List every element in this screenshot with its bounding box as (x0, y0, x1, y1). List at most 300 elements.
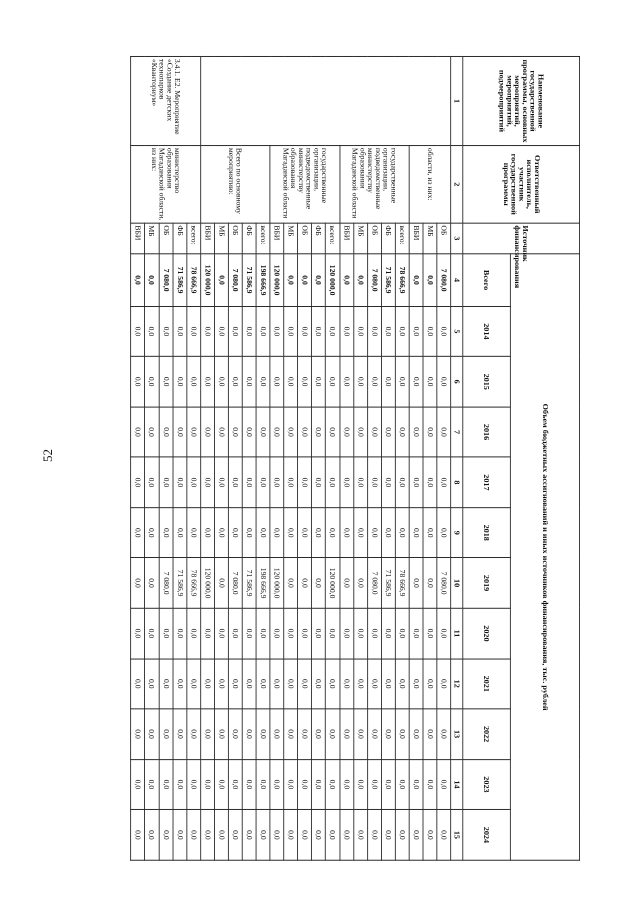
year-value-cell: 0,0 (200, 608, 214, 658)
year-value-cell: 0,0 (187, 810, 201, 861)
year-value-cell: 0,0 (367, 306, 381, 356)
source-cell: МБ (423, 223, 437, 254)
year-value-cell: 0,0 (437, 357, 451, 407)
year-value-cell: 0,0 (340, 608, 354, 658)
col-number: 10 (451, 558, 463, 608)
year-value-cell: 0,0 (409, 558, 423, 608)
year-value-cell: 0,0 (395, 357, 409, 407)
year-value-cell: 0,0 (159, 810, 173, 861)
year-value-cell: 0,0 (228, 357, 242, 407)
year-value-cell: 0,0 (312, 457, 326, 507)
year-value-cell: 0,0 (326, 608, 340, 658)
executor-cell: области, из них: (409, 146, 451, 223)
year-value-cell: 0,0 (298, 508, 312, 558)
year-value-cell: 0,0 (381, 709, 395, 759)
year-value-cell: 0,0 (381, 759, 395, 809)
year-value-cell: 0,0 (187, 709, 201, 759)
year-value-cell: 0,0 (312, 508, 326, 558)
year-value-cell: 0,0 (214, 357, 228, 407)
year-value-cell: 0,0 (270, 407, 284, 457)
year-value-cell: 0,0 (353, 407, 367, 457)
header-year: 2018 (463, 508, 510, 558)
source-cell: всего: (187, 223, 201, 254)
year-value-cell: 0,0 (159, 608, 173, 658)
year-value-cell: 0,0 (131, 659, 145, 709)
year-value-cell: 0,0 (367, 508, 381, 558)
year-value-cell: 0,0 (353, 457, 367, 507)
year-value-cell: 0,0 (284, 407, 298, 457)
source-cell: ФБ (173, 223, 187, 254)
total-cell: 0,0 (312, 254, 326, 306)
year-value-cell: 0,0 (200, 709, 214, 759)
year-value-cell: 78 666,9 (395, 558, 409, 608)
year-value-cell: 0,0 (242, 709, 256, 759)
year-value-cell: 0,0 (131, 457, 145, 507)
year-value-cell: 0,0 (353, 357, 367, 407)
year-value-cell: 0,0 (270, 608, 284, 658)
year-value-cell: 0,0 (437, 659, 451, 709)
source-cell: ОБ (367, 223, 381, 254)
year-value-cell: 0,0 (298, 659, 312, 709)
year-value-cell: 0,0 (312, 810, 326, 861)
year-value-cell: 0,0 (395, 407, 409, 457)
year-value-cell: 0,0 (353, 759, 367, 809)
year-value-cell: 0,0 (159, 407, 173, 457)
year-value-cell: 0,0 (409, 608, 423, 658)
year-value-cell: 0,0 (284, 306, 298, 356)
year-value-cell: 0,0 (200, 508, 214, 558)
year-value-cell: 0,0 (200, 810, 214, 861)
year-value-cell: 0,0 (353, 709, 367, 759)
col-number: 6 (451, 357, 463, 407)
year-value-cell: 0,0 (187, 357, 201, 407)
year-value-cell: 0,0 (131, 810, 145, 861)
year-value-cell: 0,0 (284, 608, 298, 658)
year-value-cell: 0,0 (131, 407, 145, 457)
year-value-cell: 0,0 (381, 357, 395, 407)
total-cell: 78 666,9 (395, 254, 409, 306)
year-value-cell: 0,0 (270, 759, 284, 809)
year-value-cell: 0,0 (242, 659, 256, 709)
source-cell: ФБ (381, 223, 395, 254)
year-value-cell: 0,0 (200, 759, 214, 809)
year-value-cell: 0,0 (353, 306, 367, 356)
year-value-cell: 0,0 (381, 810, 395, 861)
source-cell: МБ (145, 223, 159, 254)
year-value-cell: 0,0 (242, 357, 256, 407)
year-value-cell: 0,0 (437, 306, 451, 356)
col-number: 9 (451, 508, 463, 558)
year-value-cell: 0,0 (340, 558, 354, 608)
year-value-cell: 0,0 (298, 709, 312, 759)
table-row (395, 56, 409, 860)
header-year: 2017 (463, 457, 510, 507)
year-value-cell: 0,0 (326, 759, 340, 809)
financing-table-wrapper (130, 56, 580, 861)
year-value-cell: 0,0 (228, 306, 242, 356)
year-value-cell: 0,0 (395, 457, 409, 507)
year-value-cell: 71 586,9 (173, 558, 187, 608)
year-value-cell: 0,0 (173, 810, 187, 861)
year-value-cell: 0,0 (200, 659, 214, 709)
year-value-cell: 0,0 (437, 407, 451, 457)
year-value-cell: 0,0 (298, 558, 312, 608)
year-value-cell: 0,0 (214, 659, 228, 709)
year-value-cell: 0,0 (173, 659, 187, 709)
total-cell: 0,0 (214, 254, 228, 306)
total-cell: 120 000,0 (270, 254, 284, 306)
year-value-cell: 0,0 (256, 357, 270, 407)
year-value-cell: 0,0 (173, 407, 187, 457)
year-value-cell: 0,0 (409, 306, 423, 356)
source-cell: ВБИ (200, 223, 214, 254)
header-year: 2021 (463, 659, 510, 709)
year-value-cell: 0,0 (367, 810, 381, 861)
year-value-cell: 0,0 (131, 508, 145, 558)
year-value-cell: 0,0 (270, 508, 284, 558)
year-value-cell: 0,0 (284, 709, 298, 759)
year-value-cell: 0,0 (214, 306, 228, 356)
year-value-cell: 0,0 (187, 508, 201, 558)
year-value-cell: 0,0 (340, 457, 354, 507)
header-year: 2016 (463, 407, 510, 457)
year-value-cell: 0,0 (228, 759, 242, 809)
page-number: 52 (40, 449, 55, 462)
year-value-cell: 0,0 (326, 407, 340, 457)
year-value-cell: 0,0 (353, 608, 367, 658)
financing-table (130, 56, 580, 861)
year-value-cell: 0,0 (284, 357, 298, 407)
year-value-cell: 0,0 (367, 659, 381, 709)
year-value-cell: 0,0 (284, 759, 298, 809)
year-value-cell: 0,0 (326, 457, 340, 507)
year-value-cell: 0,0 (284, 659, 298, 709)
year-value-cell: 0,0 (437, 810, 451, 861)
year-value-cell: 0,0 (256, 306, 270, 356)
program-name-cell (200, 56, 450, 145)
year-value-cell: 0,0 (284, 508, 298, 558)
year-value-cell: 0,0 (437, 709, 451, 759)
source-cell: всего: (326, 223, 340, 254)
year-value-cell: 0,0 (145, 759, 159, 809)
year-value-cell: 0,0 (145, 810, 159, 861)
year-value-cell: 0,0 (214, 810, 228, 861)
year-value-cell: 0,0 (145, 508, 159, 558)
year-value-cell: 0,0 (270, 709, 284, 759)
year-value-cell: 0,0 (159, 759, 173, 809)
source-cell: ФБ (312, 223, 326, 254)
total-cell: 7 080,0 (228, 254, 242, 306)
year-value-cell: 198 666,9 (256, 558, 270, 608)
header-volume: Объем бюджетных ассигнований и иных источников финансирования, тыс. рублей (510, 254, 580, 860)
year-value-cell: 0,0 (395, 508, 409, 558)
year-value-cell: 0,0 (200, 457, 214, 507)
year-value-cell: 0,0 (423, 608, 437, 658)
year-value-cell: 0,0 (353, 810, 367, 861)
year-value-cell: 0,0 (214, 608, 228, 658)
year-value-cell: 7 080,0 (437, 558, 451, 608)
year-value-cell: 0,0 (381, 407, 395, 457)
year-value-cell: 0,0 (353, 508, 367, 558)
year-value-cell: 0,0 (395, 659, 409, 709)
year-value-cell: 0,0 (187, 659, 201, 709)
year-value-cell: 0,0 (437, 608, 451, 658)
year-value-cell: 0,0 (423, 709, 437, 759)
year-value-cell: 0,0 (340, 357, 354, 407)
year-value-cell: 0,0 (159, 508, 173, 558)
year-value-cell: 0,0 (131, 759, 145, 809)
year-value-cell: 0,0 (326, 810, 340, 861)
year-value-cell: 0,0 (159, 357, 173, 407)
year-value-cell: 0,0 (312, 558, 326, 608)
year-value-cell: 0,0 (367, 457, 381, 507)
year-value-cell: 0,0 (409, 709, 423, 759)
year-value-cell: 0,0 (423, 357, 437, 407)
year-value-cell: 0,0 (298, 608, 312, 658)
year-value-cell: 0,0 (312, 306, 326, 356)
year-value-cell: 0,0 (228, 457, 242, 507)
year-value-cell: 0,0 (326, 709, 340, 759)
year-value-cell: 0,0 (270, 810, 284, 861)
year-value-cell: 0,0 (200, 306, 214, 356)
year-value-cell: 0,0 (340, 709, 354, 759)
year-value-cell: 0,0 (395, 759, 409, 809)
year-value-cell: 0,0 (298, 357, 312, 407)
source-cell: ВБИ (270, 223, 284, 254)
year-value-cell: 0,0 (326, 508, 340, 558)
year-value-cell: 0,0 (340, 759, 354, 809)
year-value-cell: 78 666,9 (187, 558, 201, 608)
year-value-cell: 0,0 (256, 659, 270, 709)
source-cell: ВБИ (340, 223, 354, 254)
source-cell: МБ (214, 223, 228, 254)
year-value-cell: 0,0 (131, 558, 145, 608)
header-year: 2020 (463, 608, 510, 658)
year-value-cell: 0,0 (214, 457, 228, 507)
total-cell: 0,0 (145, 254, 159, 306)
year-value-cell: 0,0 (353, 659, 367, 709)
total-cell: 71 586,9 (173, 254, 187, 306)
year-value-cell: 0,0 (242, 608, 256, 658)
year-value-cell: 0,0 (159, 457, 173, 507)
year-value-cell: 0,0 (353, 558, 367, 608)
year-value-cell: 0,0 (270, 306, 284, 356)
year-value-cell: 0,0 (187, 608, 201, 658)
total-cell: 78 666,9 (187, 254, 201, 306)
year-value-cell: 0,0 (409, 759, 423, 809)
year-value-cell: 0,0 (214, 508, 228, 558)
year-value-cell: 0,0 (270, 357, 284, 407)
year-value-cell: 0,0 (367, 357, 381, 407)
year-value-cell: 0,0 (242, 407, 256, 457)
col-number: 4 (451, 254, 463, 306)
year-value-cell: 0,0 (228, 608, 242, 658)
col-number: 7 (451, 407, 463, 457)
year-value-cell: 0,0 (367, 759, 381, 809)
source-cell: всего: (256, 223, 270, 254)
header-year: 2014 (463, 306, 510, 356)
year-value-cell: 0,0 (131, 306, 145, 356)
total-cell: 71 586,9 (242, 254, 256, 306)
year-value-cell: 0,0 (242, 457, 256, 507)
header-executor: Ответственный исполнитель, участник государственной программы (463, 146, 580, 223)
year-value-cell: 0,0 (145, 709, 159, 759)
year-value-cell: 0,0 (381, 608, 395, 658)
header-year: 2019 (463, 558, 510, 608)
year-value-cell: 0,0 (381, 508, 395, 558)
year-value-cell: 0,0 (228, 810, 242, 861)
year-value-cell: 0,0 (256, 608, 270, 658)
year-value-cell: 0,0 (173, 709, 187, 759)
header-year: 2023 (463, 759, 510, 809)
year-value-cell: 0,0 (298, 306, 312, 356)
year-value-cell: 0,0 (131, 608, 145, 658)
year-value-cell: 0,0 (312, 357, 326, 407)
year-value-cell: 0,0 (312, 608, 326, 658)
year-value-cell: 0,0 (381, 306, 395, 356)
header-name: Наименование государственной программы, основных мероприятий, мероприятий, подмероприятий (463, 56, 580, 145)
rotated-page (26, 10, 580, 877)
year-value-cell: 0,0 (145, 608, 159, 658)
year-value-cell: 0,0 (228, 407, 242, 457)
year-value-cell: 120 000,0 (326, 558, 340, 608)
year-value-cell: 0,0 (131, 357, 145, 407)
source-cell: всего: (395, 223, 409, 254)
year-value-cell: 0,0 (214, 709, 228, 759)
year-value-cell: 0,0 (256, 810, 270, 861)
year-value-cell: 0,0 (256, 407, 270, 457)
year-value-cell: 0,0 (159, 306, 173, 356)
year-value-cell: 0,0 (145, 306, 159, 356)
col-number: 3 (451, 223, 463, 254)
year-value-cell: 0,0 (187, 759, 201, 809)
year-value-cell: 0,0 (200, 357, 214, 407)
year-value-cell: 0,0 (367, 407, 381, 457)
executor-cell: государственные организации, подведомственные министерству образования Магаданской области (340, 146, 410, 223)
year-value-cell: 0,0 (298, 759, 312, 809)
year-value-cell: 0,0 (312, 659, 326, 709)
total-cell: 7 080,0 (367, 254, 381, 306)
year-value-cell: 0,0 (173, 357, 187, 407)
year-value-cell: 120 000,0 (200, 558, 214, 608)
source-cell: ВБИ (131, 223, 145, 254)
year-value-cell: 0,0 (145, 457, 159, 507)
year-value-cell: 0,0 (187, 306, 201, 356)
total-cell: 120 000,0 (326, 254, 340, 306)
year-value-cell: 0,0 (395, 810, 409, 861)
header-year: 2024 (463, 810, 510, 861)
year-value-cell: 0,0 (409, 457, 423, 507)
year-value-cell: 0,0 (228, 659, 242, 709)
col-number: 1 (451, 56, 463, 145)
year-value-cell: 0,0 (340, 810, 354, 861)
year-value-cell: 0,0 (312, 759, 326, 809)
year-value-cell: 7 080,0 (228, 558, 242, 608)
header-year: 2022 (463, 709, 510, 759)
year-value-cell: 0,0 (395, 709, 409, 759)
year-value-cell: 0,0 (242, 810, 256, 861)
year-value-cell: 71 586,9 (242, 558, 256, 608)
year-value-cell: 0,0 (214, 407, 228, 457)
total-cell: 7 080,0 (437, 254, 451, 306)
source-cell: ОБ (159, 223, 173, 254)
year-value-cell: 0,0 (423, 457, 437, 507)
year-value-cell: 0,0 (423, 759, 437, 809)
year-value-cell: 0,0 (256, 709, 270, 759)
col-number: 14 (451, 759, 463, 809)
source-cell: МБ (353, 223, 367, 254)
year-value-cell: 0,0 (395, 608, 409, 658)
total-cell: 0,0 (284, 254, 298, 306)
year-value-cell: 0,0 (423, 558, 437, 608)
year-value-cell: 0,0 (423, 659, 437, 709)
col-number: 15 (451, 810, 463, 861)
year-value-cell: 0,0 (409, 357, 423, 407)
year-value-cell: 0,0 (187, 407, 201, 457)
year-value-cell: 7 080,0 (159, 558, 173, 608)
year-value-cell: 0,0 (326, 306, 340, 356)
executor-cell: Всего по основному мероприятию: (200, 146, 270, 223)
year-value-cell: 0,0 (423, 306, 437, 356)
year-value-cell: 0,0 (173, 457, 187, 507)
year-value-cell: 0,0 (340, 659, 354, 709)
year-value-cell: 0,0 (145, 407, 159, 457)
total-cell: 120 000,0 (200, 254, 214, 306)
year-value-cell: 120 000,0 (270, 558, 284, 608)
col-number: 11 (451, 608, 463, 658)
year-value-cell: 0,0 (423, 810, 437, 861)
year-value-cell: 0,0 (187, 457, 201, 507)
table-row (437, 56, 451, 860)
year-value-cell: 0,0 (200, 407, 214, 457)
year-value-cell: 71 586,9 (381, 558, 395, 608)
total-cell: 0,0 (298, 254, 312, 306)
year-value-cell: 0,0 (312, 709, 326, 759)
source-cell: ВБИ (409, 223, 423, 254)
table-row (187, 56, 201, 860)
year-value-cell: 0,0 (395, 306, 409, 356)
total-cell: 0,0 (423, 254, 437, 306)
col-number: 13 (451, 709, 463, 759)
year-value-cell: 0,0 (312, 407, 326, 457)
year-value-cell: 0,0 (242, 759, 256, 809)
year-value-cell: 0,0 (214, 558, 228, 608)
year-value-cell: 0,0 (409, 810, 423, 861)
col-number: 2 (451, 146, 463, 223)
year-value-cell: 0,0 (173, 508, 187, 558)
year-value-cell: 0,0 (173, 306, 187, 356)
table-row (256, 56, 270, 860)
year-value-cell: 0,0 (145, 659, 159, 709)
year-value-cell: 0,0 (270, 659, 284, 709)
source-cell: ФБ (242, 223, 256, 254)
year-value-cell: 0,0 (284, 810, 298, 861)
total-cell: 71 586,9 (381, 254, 395, 306)
year-value-cell: 0,0 (381, 659, 395, 709)
year-value-cell: 0,0 (423, 407, 437, 457)
total-cell: 0,0 (409, 254, 423, 306)
header-source: Источник финансирования (463, 223, 580, 254)
total-cell: 0,0 (353, 254, 367, 306)
year-value-cell: 0,0 (131, 709, 145, 759)
year-value-cell: 0,0 (326, 659, 340, 709)
year-value-cell: 0,0 (256, 759, 270, 809)
year-value-cell: 0,0 (145, 558, 159, 608)
year-value-cell: 0,0 (409, 508, 423, 558)
year-value-cell: 0,0 (298, 457, 312, 507)
year-value-cell: 0,0 (340, 306, 354, 356)
year-value-cell: 0,0 (367, 709, 381, 759)
